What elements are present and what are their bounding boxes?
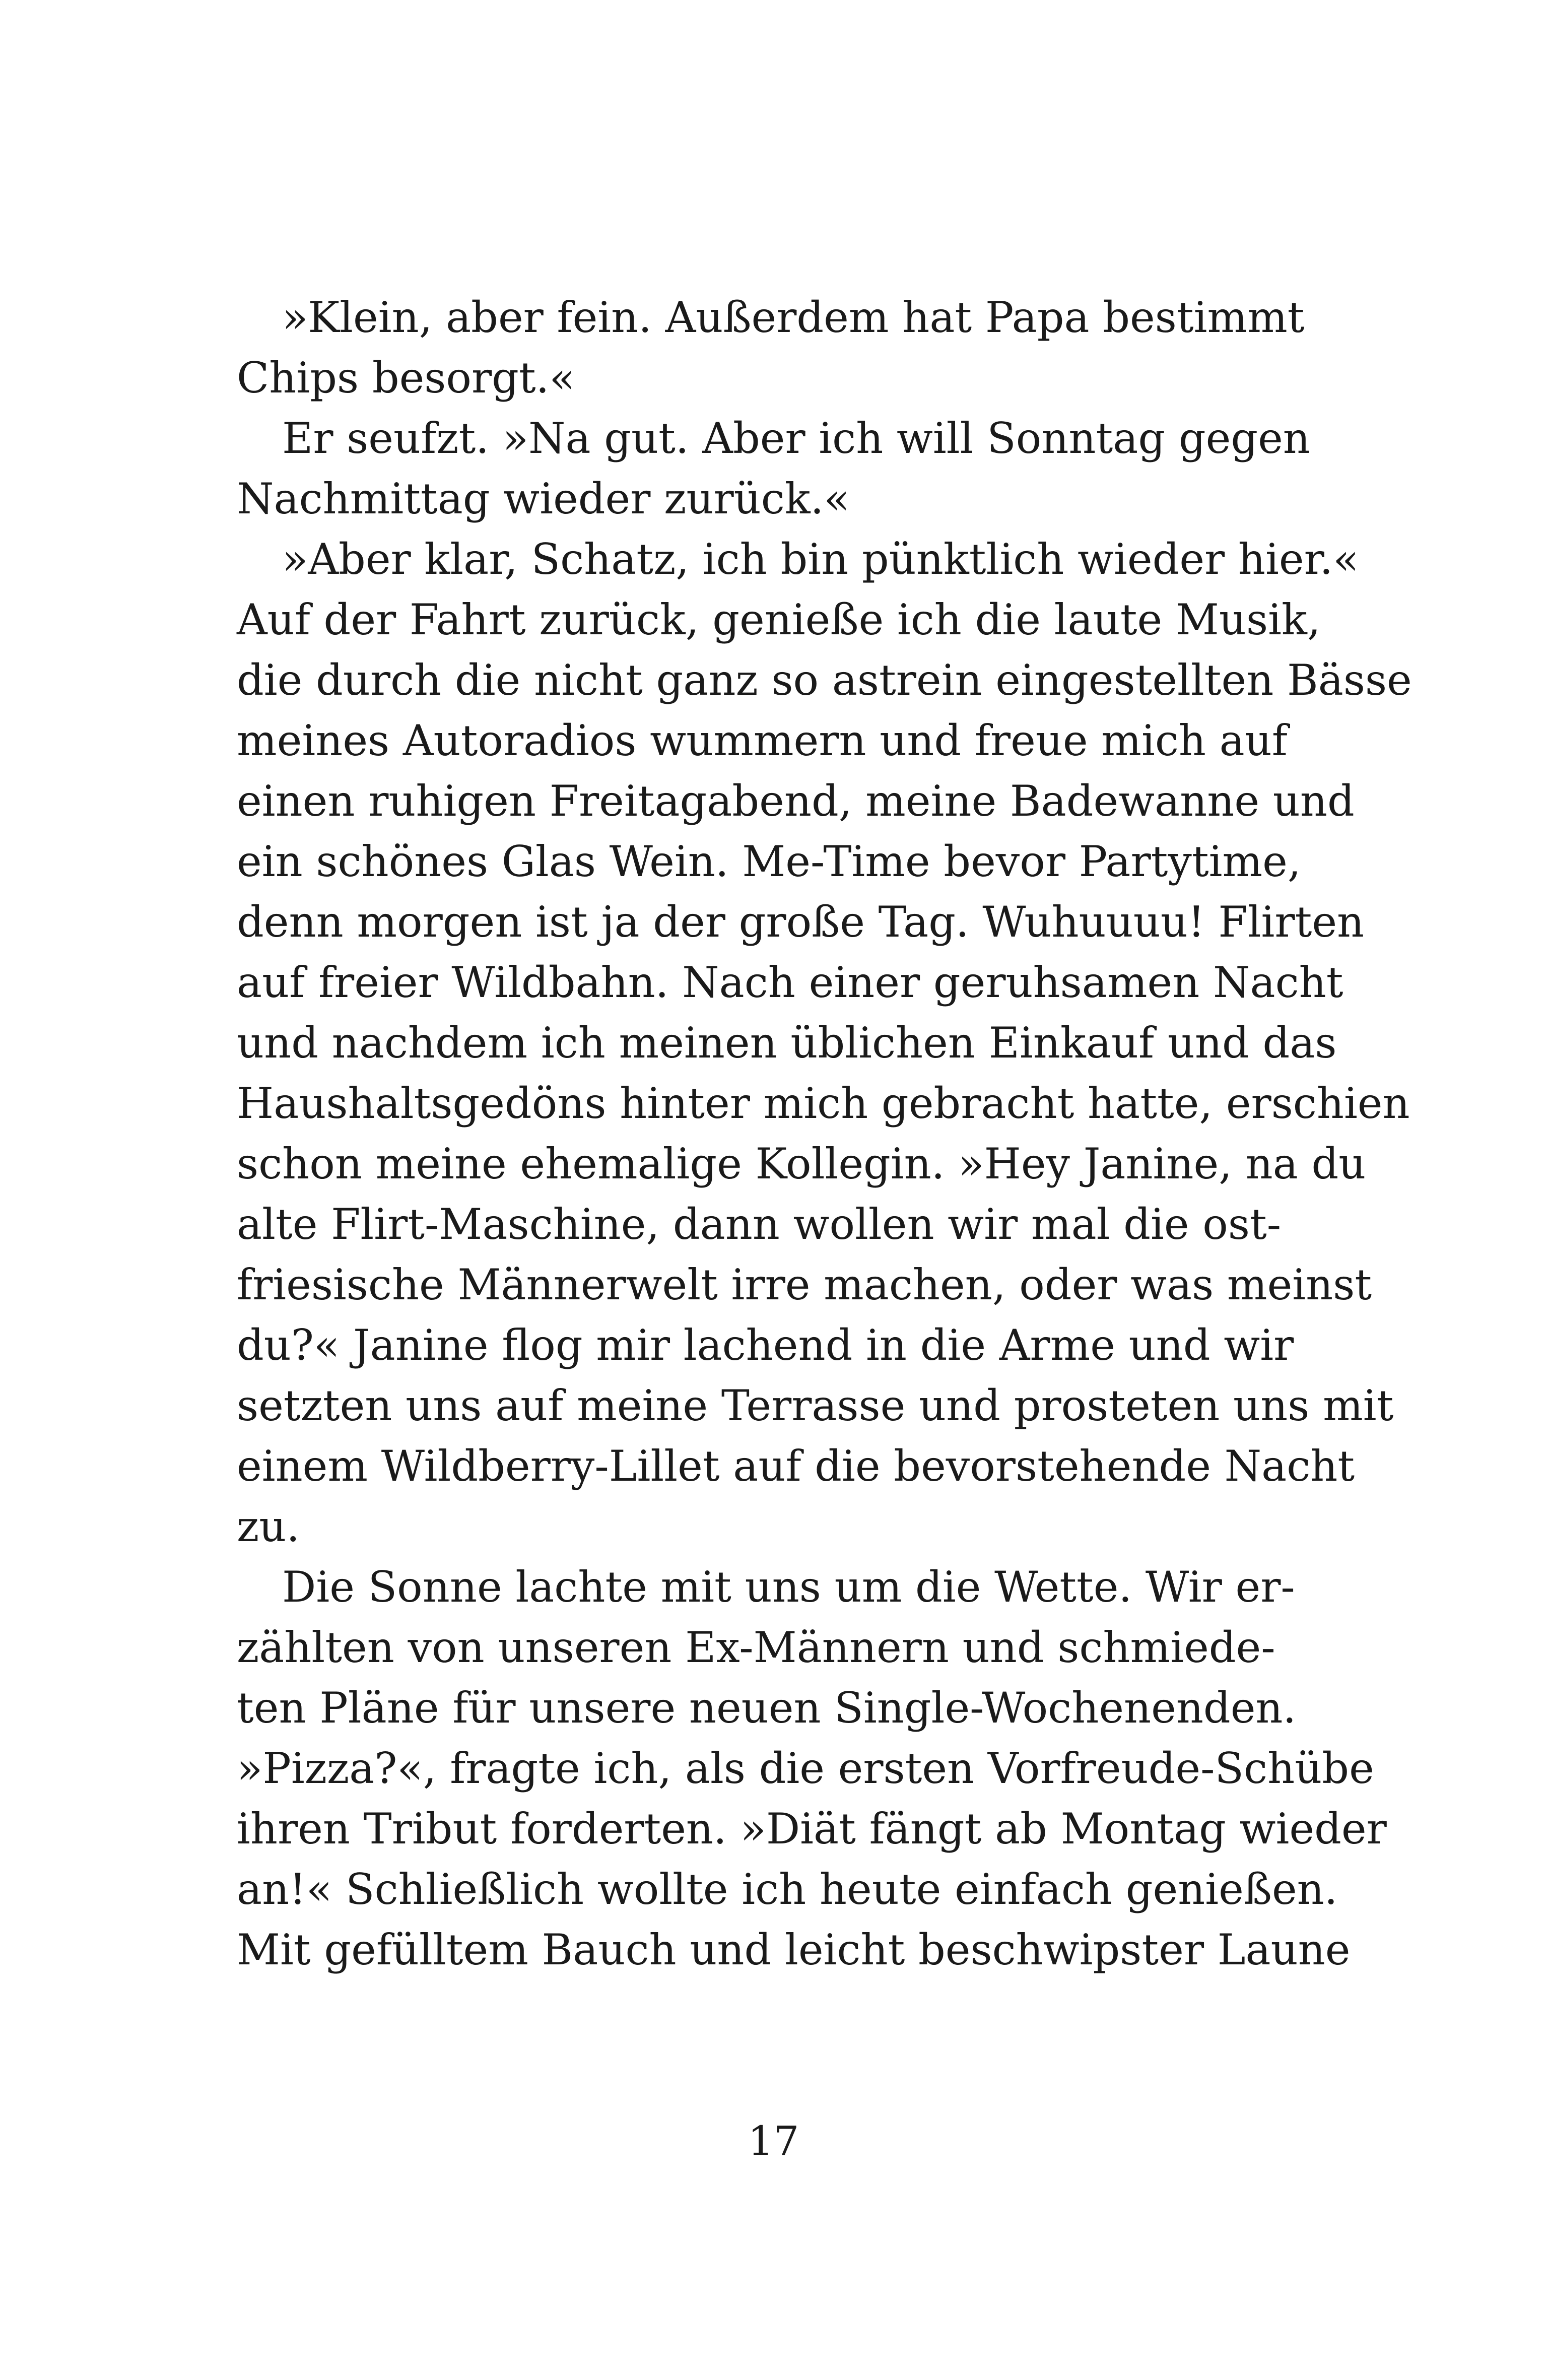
text-line: zu. xyxy=(237,1502,300,1551)
text-line: einem Wildberry-Lillet auf die bevorstehende Nacht xyxy=(237,1441,1355,1491)
text-line: und nachdem ich meinen üblichen Einkauf und das xyxy=(237,1018,1337,1068)
text-line: Auf der Fahrt zurück, genieße ich die laute Musik, xyxy=(237,595,1321,644)
text-line: Chips besorgt.« xyxy=(237,353,575,403)
text-line: alte Flirt-Maschine, dann wollen wir mal die ost- xyxy=(237,1200,1282,1249)
text-line: friesische Männerwelt irre machen, oder was meinst xyxy=(237,1260,1372,1309)
text-line: »Pizza?«, fragte ich, als die ersten Vorfreude-Schübe xyxy=(237,1744,1374,1793)
page-number: 17 xyxy=(748,2118,799,2164)
text-line: ten Pläne für unsere neuen Single-Wochenenden. xyxy=(237,1683,1297,1733)
text-line: setzten uns auf meine Terrasse und prosteten uns mit xyxy=(237,1381,1394,1430)
text-line: du?« Janine flog mir lachend in die Arme und wir xyxy=(237,1320,1294,1370)
text-line: ihren Tribut forderten. »Diät fängt ab Montag wieder xyxy=(237,1804,1387,1854)
text-line: Nachmittag wieder zurück.« xyxy=(237,474,850,523)
text-line: an!« Schließlich wollte ich heute einfach genießen. xyxy=(237,1865,1338,1914)
text-line: zählten von unseren Ex-Männern und schmiede- xyxy=(237,1623,1275,1672)
body-text xyxy=(237,287,1412,1980)
text-line: meines Autoradios wummern und freue mich auf xyxy=(237,716,1288,765)
text-line: Mit gefülltem Bauch und leicht beschwipster Laune xyxy=(237,1925,1351,1974)
text-line: »Klein, aber fein. Außerdem hat Papa bestimmt xyxy=(282,293,1305,342)
text-line: Haushaltsgedöns hinter mich gebracht hatte, erschien xyxy=(237,1079,1410,1128)
text-line: auf freier Wildbahn. Nach einer geruhsamen Nacht xyxy=(237,958,1343,1007)
text-line: die durch die nicht ganz so astrein eingestellten Bässe xyxy=(237,655,1412,705)
text-line: denn morgen ist ja der große Tag. Wuhuuuu! Flirten xyxy=(237,897,1365,947)
text-line: schon meine ehemalige Kollegin. »Hey Janine, na du xyxy=(237,1139,1366,1188)
text-line: Er seufzt. »Na gut. Aber ich will Sonntag gegen xyxy=(282,414,1310,463)
text-line: »Aber klar, Schatz, ich bin pünktlich wieder hier.« xyxy=(282,535,1359,584)
text-line: Die Sonne lachte mit uns um die Wette. Wir er- xyxy=(282,1562,1295,1612)
text-line: einen ruhigen Freitagabend, meine Badewanne und xyxy=(237,776,1355,826)
text-line: ein schönes Glas Wein. Me-Time bevor Partytime, xyxy=(237,837,1301,886)
